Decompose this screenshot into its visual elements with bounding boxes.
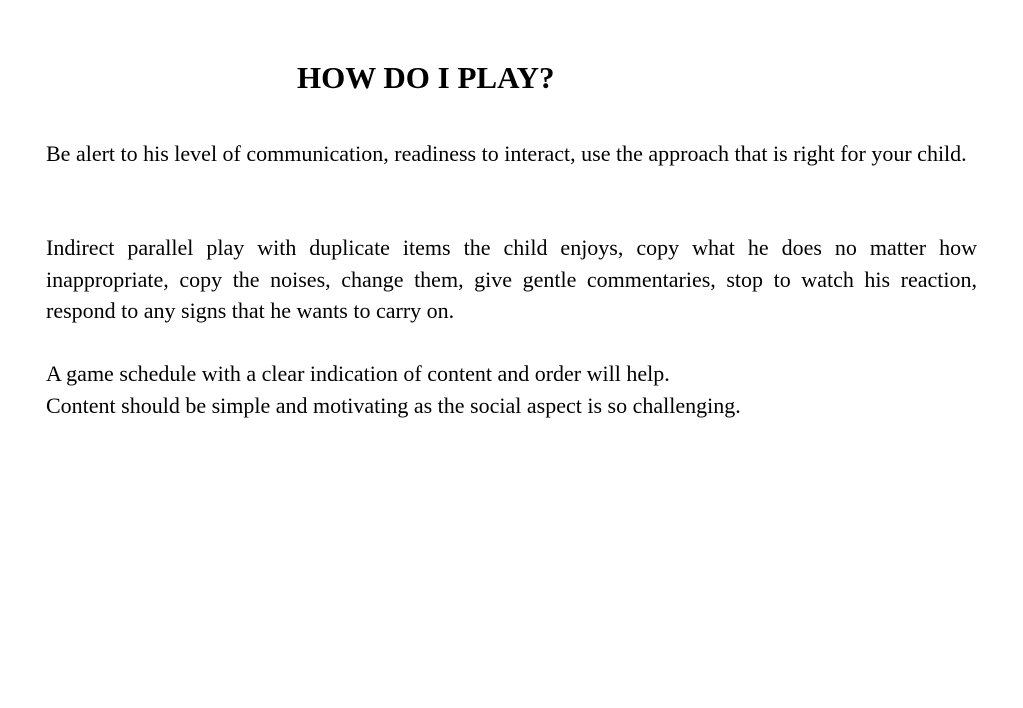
paragraph-communication: Be alert to his level of communication, readiness to interact, use the approach that is right for your child.	[46, 141, 967, 166]
paragraph-parallel-play: Indirect parallel play with duplicate items the child enjoys, copy what he does no matter how inappropriate, copy the noises, change them, give gentle commentaries, stop to watch his reaction, respond to any signs that he wants to carry on.	[46, 235, 977, 323]
game-schedule-line: A game schedule with a clear indication of content and order will help.	[46, 361, 670, 386]
paragraph-game-schedule	[46, 358, 977, 421]
content-guidance-line: Content should be simple and motivating as the social aspect is so challenging.	[46, 392, 741, 418]
page-title: HOW DO I PLAY?	[297, 60, 555, 95]
